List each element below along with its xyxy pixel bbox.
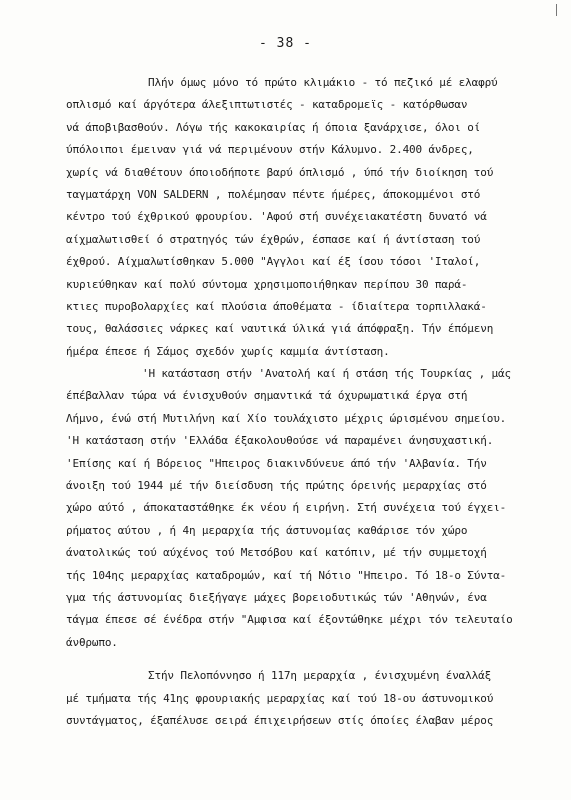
text-line: μέ τμήματα τής 41ης φρουριακής μεραρχίας καί τού 18-ου άστυνομικού [66,691,494,705]
text-line: έπέβαλλαν τώρα νά ένισχυθούν σημαντικά τά όχυρωματικά έργα στή [66,389,468,403]
text-line: ύπόλοιποι έμειναν γιά νά περιμένουν στήν Κάλυμνο. 2.400 άνδρες, [66,143,474,157]
text-line: κτιες πυροβολαρχίες καί πλούσια άποθέματα - ίδιαίτερα τορπιλλακά- [66,299,487,313]
text-line: γμα τής άστυνομίας διεξήγαγε μάχες βορειοδυτικώς τών 'Αθηνών, ένα [66,590,487,604]
text-line: τής 104ης μεραρχίας καταδρομών, καί τή Νότιο "Ηπειρο. Τό 18-ο Σύντα- [66,568,507,582]
text-line: αίχμαλωτισθεί ό στρατηγός τών έχθρών, έσπασε καί ή άντίσταση τού [66,232,481,246]
text-line: άνατολικώς τού αύχένος τού Μετσόβου καί κατόπιν, μέ τήν συμμετοχή [66,546,487,560]
text-line: ρήματος αύτου , ή 4η μεραρχία τής άστυνομίας καθάρισε τόν χώρο [66,523,468,537]
text-line: 'Επίσης καί ή Βόρειος "Ηπειρος διακινδύνευε άπό τήν 'Αλβανία. Τήν [66,456,487,470]
paragraph [66,363,541,654]
text-line: Πλήν όμως μόνο τό πρώτο κλιμάκιο - τό πεζικό μέ ελαφρύ [148,76,498,89]
text-line: οπλισμό καί άργότερα άλεξιπτωτιστές - καταδρομεϊς - κατόρθωσαν [66,98,468,112]
text-line: νά άποβιβασθούν. Λόγω τής κακοκαιρίας ή όποια ξανάρχισε, όλοι οί [66,120,481,134]
page-number: - 38 - [259,36,312,51]
paragraph [66,72,541,363]
margin-mark [556,4,565,16]
text-line: κέντρο τού έχθρικού φρουρίου. 'Αφού στή συνέχειακατέστη δυνατό νά [66,210,487,224]
text-line: συντάγματος, έξαπέλυσε σειρά έπιχειρήσεων στίς όποίες έλαβαν μέρος [66,713,494,727]
text-line: Λήμνο, ένώ στή Μυτιλήνη καί Χίο τουλάχιστο μέχρις ώρισμένου σημείου. [66,411,507,425]
text-line: τους, θαλάσσιες νάρκες καί ναυτικά ύλικά γιά άπόφραξη. Τήν έπόμενη [66,322,494,336]
text-line: άνοιξη τού 1944 μέ τήν διείσδυση τής πρώτης όρεινής μεραρχίας στό [66,479,487,493]
text-line: κυριεύθηκαν καί πολύ σύντομα χρησιμοποιήθηκαν περίπου 30 παρά- [66,277,468,291]
text-line: ήμέρα έπεσε ή Σάμος σχεδόν χωρίς καμμία άντίσταση. [66,344,390,358]
text-line: χώρο αύτό , άποκαταστάθηκε έκ νέου ή ειρήνη. Στή συνέχεια τού έγχει- [66,501,507,515]
text-line: 'Η κατάσταση στήν 'Ελλάδα έξακολουθούσε νά παραμένει άνησυχαστική. [66,434,494,448]
paragraph [66,665,541,732]
body-text [66,72,541,732]
text-line: χωρίς νά διαθέτουν όποιοδήποτε βαρύ όπλισμό , ύπό τήν διοίκηση τού [66,165,494,179]
paragraph-gap [66,654,541,665]
text-line: έχθρού. Αίχμαλωτίσθηκαν 5.000 "Αγγλοι καί έξ ίσου τόσοι 'Ιταλοί, [66,255,481,269]
text-line: Στήν Πελοπόννησο ή 117η μεραρχία , ένισχυμένη έναλλάξ [148,669,492,683]
text-line: τάγμα έπεσε σέ ένέδρα στήν "Αμφισα καί έξοντώθηκε μέχρι τόν τελευταίο [66,613,513,627]
text-line: ταγματάρχη VON SALDERN , πολέμησαν πέντε ήμέρες, άποκομμένοι στό [66,187,481,201]
text-line: άνθρωπο. [66,635,118,649]
text-line: 'Η κατάσταση στήν 'Ανατολή καί ή στάση τής Τουρκίας , μάς [142,367,511,381]
